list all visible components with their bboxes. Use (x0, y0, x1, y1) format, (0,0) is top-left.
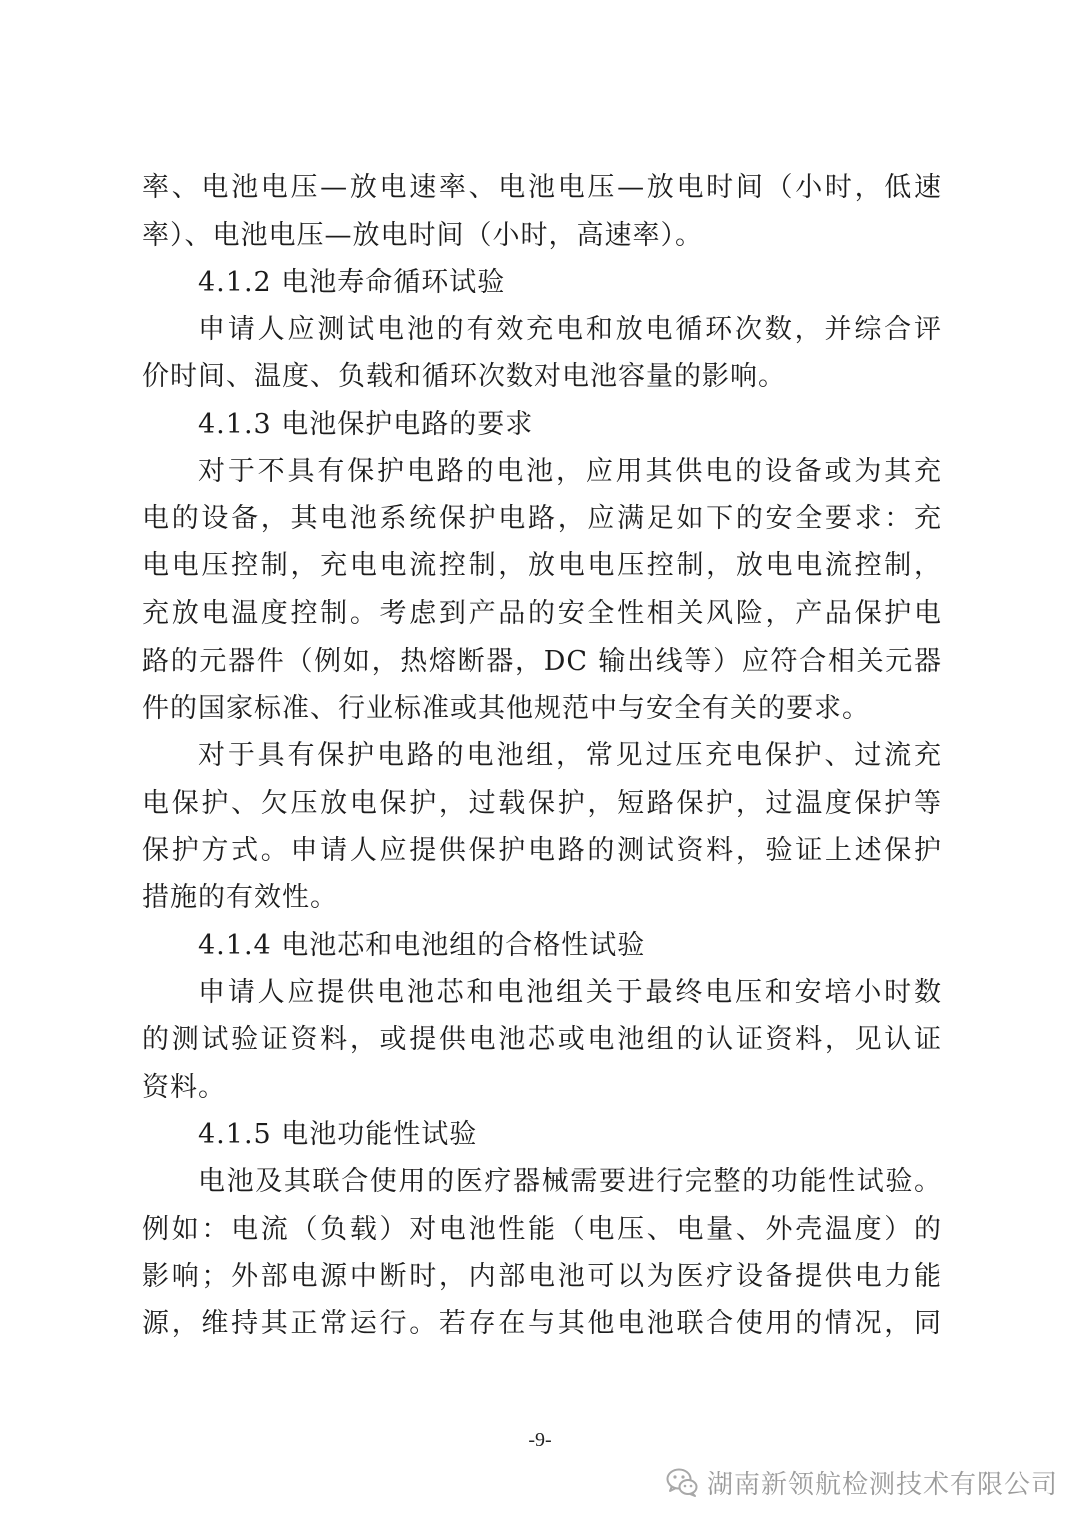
section-heading-4-1-2: 4.1.2 电池寿命循环试验 (198, 267, 506, 298)
body-line: 对于不具有保护电路的电池，应用其供电的设备或为其充 (198, 456, 942, 487)
body-line: 率、电池电压—放电速率、电池电压—放电时间（小时，低速 (142, 172, 942, 203)
body-line: 措施的有效性。 (142, 882, 338, 913)
watermark-text: 湖南新领航检测技术有限公司 (707, 1469, 1059, 1500)
body-line: 保护方式。申请人应提供保护电路的测试资料，验证上述保护 (142, 835, 942, 866)
body-line: 源，维持其正常运行。若存在与其他电池联合使用的情况，同 (142, 1308, 942, 1339)
body-line: 对于具有保护电路的电池组，常见过压充电保护、过流充 (198, 740, 942, 771)
section-heading-4-1-3: 4.1.3 电池保护电路的要求 (198, 409, 534, 440)
body-line: 电电压控制，充电电流控制，放电电压控制，放电电流控制， (142, 550, 942, 581)
body-line: 的测试验证资料，或提供电池芯或电池组的认证资料，见认证 (142, 1024, 942, 1055)
body-line: 路的元器件（例如，热熔断器，DC 输出线等）应符合相关元器 (142, 646, 942, 677)
body-line: 申请人应测试电池的有效充电和放电循环次数，并综合评 (198, 314, 942, 345)
body-line: 申请人应提供电池芯和电池组关于最终电压和安培小时数 (198, 977, 942, 1008)
wechat-icon (665, 1465, 699, 1499)
body-line: 电的设备，其电池系统保护电路，应满足如下的安全要求：充 (142, 503, 942, 534)
section-heading-4-1-5: 4.1.5 电池功能性试验 (198, 1119, 478, 1150)
section-heading-4-1-4: 4.1.4 电池芯和电池组的合格性试验 (198, 930, 646, 961)
body-line: 电池及其联合使用的医疗器械需要进行完整的功能性试验。 (198, 1166, 942, 1197)
body-line: 件的国家标准、行业标准或其他规范中与安全有关的要求。 (142, 693, 870, 724)
body-line: 率）、电池电压—放电时间（小时，高速率）。 (142, 220, 703, 251)
body-line: 电保护、欠压放电保护，过载保护，短路保护，过温度保护等 (142, 788, 942, 819)
watermark (665, 1462, 1058, 1502)
body-line: 影响；外部电源中断时，内部电池可以为医疗设备提供电力能 (142, 1261, 942, 1292)
body-line: 价时间、温度、负载和循环次数对电池容量的影响。 (142, 361, 786, 392)
body-line: 资料。 (142, 1072, 226, 1103)
page-number: -9- (528, 1429, 552, 1451)
body-line: 例如：电流（负载）对电池性能（电压、电量、外壳温度）的 (142, 1214, 942, 1245)
body-line: 充放电温度控制。考虑到产品的安全性相关风险，产品保护电 (142, 598, 942, 629)
